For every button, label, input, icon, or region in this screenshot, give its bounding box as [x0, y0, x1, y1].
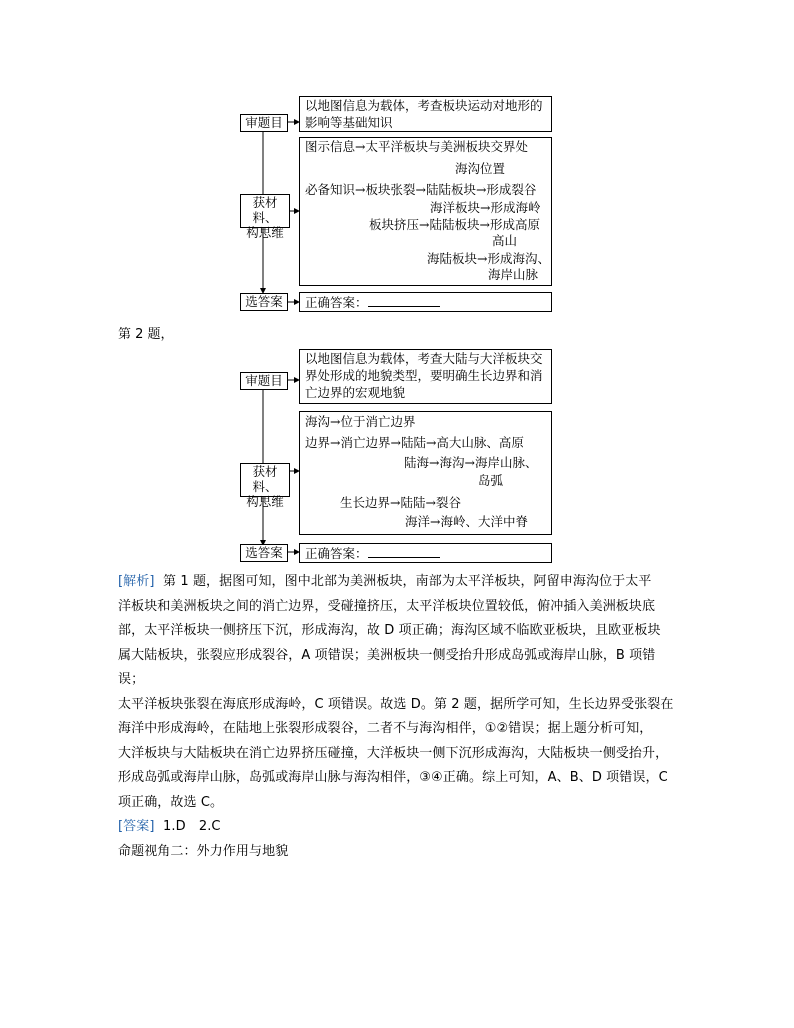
- island-arc-text: 岛弧: [478, 473, 504, 488]
- analysis-line-4: 太平洋板块张裂在海底形成海岭，C 项错误。故选 D。第 2 题，据所学可知，生长边界受张裂在: [118, 696, 674, 712]
- next-section-heading: 命题视角二：外力作用与地貌: [118, 843, 289, 859]
- answer-line: [118, 815, 678, 840]
- question-2-heading: 第 2 题，: [118, 327, 174, 342]
- answer-blank-2[interactable]: [368, 546, 440, 558]
- answer-prefix-2: 正确答案：: [305, 546, 368, 561]
- analysis-line-2: 部，太平洋板块一侧挤压下沉，形成海沟，故 D 项正确；海沟区域不临欧亚板块，且欧亚板块: [118, 623, 661, 638]
- review-line-1b: 影响等基础知识: [305, 115, 393, 130]
- answer-tag: [答案]: [118, 819, 155, 834]
- material-label-2: [240, 463, 290, 509]
- analysis-line-8: 项正确，故选 C。: [118, 794, 224, 810]
- answer-text: 1.D 2.C: [163, 819, 221, 834]
- trench-boundary-line: 海沟→位于消亡边界: [305, 414, 416, 429]
- analysis-line-1: 洋板块和美洲板块之间的消亡边界，受碰撞挤压，太平洋板块位置较低，俯冲插入美洲板块底: [118, 598, 656, 614]
- analysis-tag: [解析]: [118, 574, 155, 589]
- analysis-line-0-text: 第 1 题，据图可知，图中北部为美洲板块，南部为太平洋板块，阿留申海沟位于太平: [163, 574, 652, 589]
- review-line-1a: 以地图信息为载体，考查板块运动对地形的: [305, 98, 543, 113]
- analysis-line-5: 海洋中形成海岭，在陆地上张裂形成裂谷，二者不与海沟相伴，①②错误；据上题分析可知，: [118, 721, 653, 736]
- sea-land-line: 海陆板块→形成海沟、: [427, 251, 550, 266]
- review-line-2c: 亡边界的宏观地貌: [305, 385, 406, 400]
- trench-position: 海沟位置: [455, 161, 506, 176]
- review-line-2a: 以地图信息为载体，考查大陆与大洋板块交: [305, 351, 543, 366]
- review-label-1-text: 审题目: [245, 115, 283, 130]
- material-label-1-l2: 构思维: [246, 225, 284, 240]
- info-line: 图示信息→太平洋板块与美洲板块交界处: [305, 139, 528, 154]
- coastal-mountain-text: 海岸山脉: [488, 267, 539, 282]
- analysis-line-0: [118, 570, 678, 595]
- ocean-ocean-line: 海洋→海岭、大洋中脊: [405, 514, 528, 529]
- answer-label-2-text: 选答案: [245, 545, 283, 560]
- squeeze-line: 板块挤压→陆陆板块→形成高原: [369, 217, 540, 232]
- material-label-1-l1: 获材料、: [252, 195, 278, 225]
- ocean-plate-line: 海洋板块→形成海岭: [430, 200, 541, 215]
- land-sea-line: 陆海→海沟→海岸山脉、: [404, 455, 538, 470]
- answer-line-2: [305, 545, 440, 562]
- answer-label-2: [240, 544, 288, 562]
- knowledge-line: 必备知识→板块张裂→陆陆板块→形成裂谷: [305, 182, 537, 197]
- answer-label-1-text: 选答案: [245, 294, 283, 309]
- material-label-2-l2: 构思维: [246, 494, 284, 509]
- material-label-2-l1: 获材料、: [252, 464, 278, 494]
- review-line-2b: 界处形成的地貌类型，要明确生长边界和消: [305, 368, 543, 383]
- review-label-2: [240, 372, 288, 390]
- gaoshan-text: 高山: [492, 233, 518, 248]
- answer-prefix-1: 正确答案：: [305, 295, 368, 310]
- analysis-line-7: 形成岛弧或海岸山脉，岛弧或海岸山脉与海沟相伴，③④正确。综上可知，A、B、D 项错误，C: [118, 770, 668, 785]
- growth-boundary-line: 生长边界→陆陆→裂谷: [340, 495, 461, 510]
- review-label-2-text: 审题目: [245, 373, 283, 388]
- analysis-line-3: 属大陆板块，张裂应形成裂谷，A 项错误；美洲板块一侧受抬升形成岛弧或海岸山脉，B 项错误；: [118, 647, 656, 687]
- analysis-line-6: 大洋板块与大陆板块在消亡边界挤压碰撞，大洋板块一侧下沉形成海沟，大陆板块一侧受抬升，: [118, 745, 669, 761]
- boundary-line: 边界→消亡边界→陆陆→高大山脉、高原: [305, 435, 524, 450]
- analysis-paragraph: [118, 570, 678, 864]
